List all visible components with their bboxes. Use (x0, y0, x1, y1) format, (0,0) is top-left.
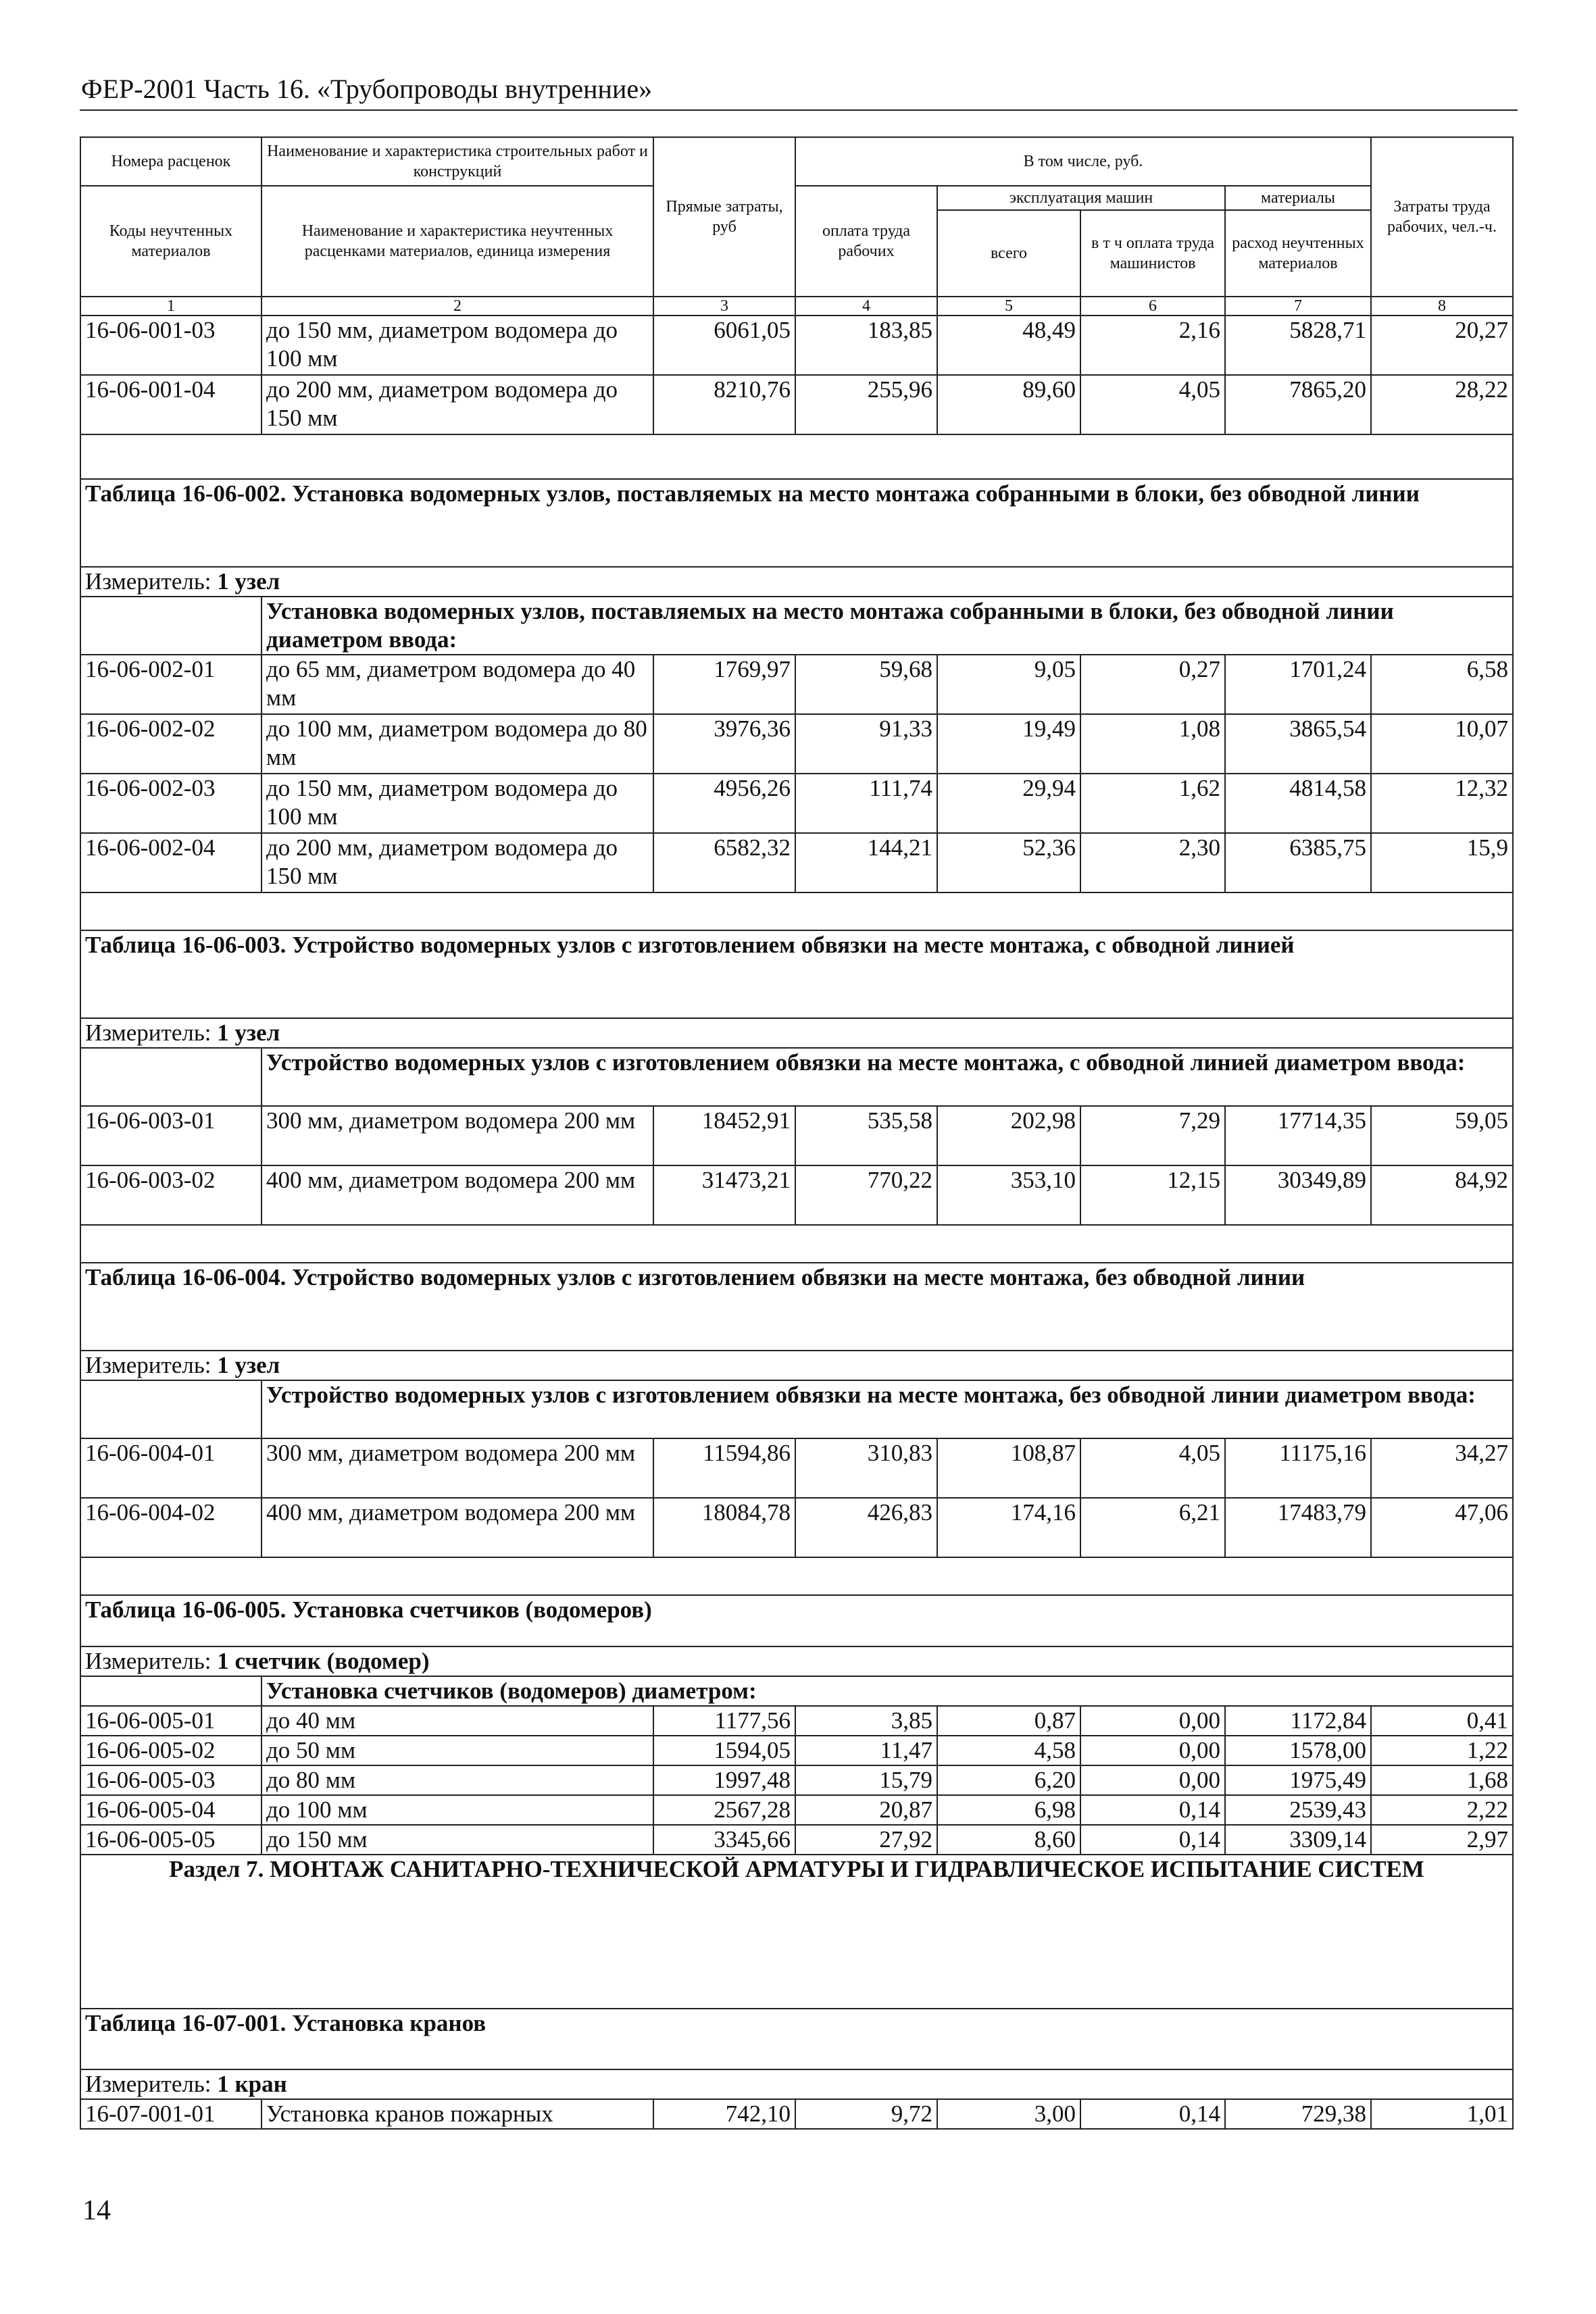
rate-code: 16-06-002-02 (80, 714, 261, 774)
meter-row (80, 2069, 1513, 2099)
table-gap (80, 1225, 1513, 1263)
labor-pay: 426,83 (795, 1498, 937, 1557)
header-number: 6 (1080, 297, 1225, 316)
meter (80, 567, 1513, 597)
meter-unit: 1 узел (217, 1352, 280, 1378)
rate-code: 16-06-004-01 (80, 1438, 261, 1498)
gap-cell (80, 1225, 1513, 1263)
materials-cost: 17714,35 (1225, 1106, 1371, 1165)
direct-cost: 6582,32 (653, 833, 795, 892)
direct-cost: 742,10 (653, 2099, 795, 2129)
group-description-row (80, 597, 1513, 655)
machines-total: 4,58 (937, 1736, 1080, 1765)
machines-total: 0,87 (937, 1706, 1080, 1736)
direct-cost: 1769,97 (653, 655, 795, 714)
table-row (80, 316, 1513, 375)
machines-total: 52,36 (937, 833, 1080, 892)
header-labor-cost: Затраты труда рабочих, чел.-ч. (1371, 137, 1513, 297)
header-group-materials: материалы (1225, 186, 1371, 210)
table-row (80, 655, 1513, 714)
section-title-row (80, 1855, 1513, 2009)
machinists-pay: 7,29 (1080, 1106, 1225, 1165)
price-table-body (80, 137, 1513, 2129)
rate-name: до 65 мм, диаметром водомера до 40 мм (261, 655, 653, 714)
meter-unit: 1 счетчик (водомер) (217, 1648, 430, 1674)
meter-label: Измеритель: (85, 1020, 211, 1046)
labor-pay: 9,72 (795, 2099, 937, 2129)
table-row (80, 1106, 1513, 1165)
table-row (80, 2099, 1513, 2129)
direct-cost: 4956,26 (653, 774, 795, 833)
labor-pay: 59,68 (795, 655, 937, 714)
meter-label: Измеритель: (85, 1352, 211, 1378)
machinists-pay: 0,14 (1080, 1825, 1225, 1855)
materials-cost: 11175,16 (1225, 1438, 1371, 1498)
table-row (80, 833, 1513, 892)
table-title-row (80, 1595, 1513, 1646)
rate-name: 400 мм, диаметром водомера 200 мм (261, 1498, 653, 1557)
table-gap (80, 1557, 1513, 1595)
materials-cost: 3309,14 (1225, 1825, 1371, 1855)
table-row (80, 1736, 1513, 1765)
rate-code: 16-06-005-02 (80, 1736, 261, 1765)
table-gap (80, 892, 1513, 930)
labor-pay: 27,92 (795, 1825, 937, 1855)
group-description: Устройство водомерных узлов с изготовлением обвязки на месте монтажа, без обводной линии диаметром ввода: (261, 1380, 1513, 1438)
rate-name: до 200 мм, диаметром водомера до 150 мм (261, 833, 653, 892)
machines-total: 29,94 (937, 774, 1080, 833)
labor-pay: 144,21 (795, 833, 937, 892)
meter (80, 1646, 1513, 1676)
header-labor-pay: оплата труда рабочих (795, 186, 937, 297)
desc-spacer (80, 1380, 261, 1438)
machinists-pay: 6,21 (1080, 1498, 1225, 1557)
machines-total: 353,10 (937, 1165, 1080, 1225)
labor-pay: 183,85 (795, 316, 937, 375)
materials-cost: 1172,84 (1225, 1706, 1371, 1736)
header-codes-bottom: Коды неучтенных материалов (80, 186, 261, 297)
table-title-row (80, 479, 1513, 567)
rate-name: до 80 мм (261, 1765, 653, 1795)
table-title-row (80, 2009, 1513, 2069)
rate-code: 16-06-004-02 (80, 1498, 261, 1557)
labor-hours: 2,22 (1371, 1795, 1513, 1825)
header-total: всего (937, 210, 1080, 297)
meter-unit: 1 узел (217, 1020, 280, 1046)
machinists-pay: 0,14 (1080, 2099, 1225, 2129)
rate-name: до 150 мм, диаметром водомера до 100 мм (261, 316, 653, 375)
meter-row (80, 1018, 1513, 1048)
materials-cost: 2539,43 (1225, 1795, 1371, 1825)
header-number: 8 (1371, 297, 1513, 316)
rate-name: 400 мм, диаметром водомера 200 мм (261, 1165, 653, 1225)
direct-cost: 31473,21 (653, 1165, 795, 1225)
table-row (80, 1706, 1513, 1736)
direct-cost: 2567,28 (653, 1795, 795, 1825)
table-row (80, 774, 1513, 833)
rate-name: Установка кранов пожарных (261, 2099, 653, 2129)
machines-total: 48,49 (937, 316, 1080, 375)
header-numbers-row (80, 297, 1513, 316)
table-row (80, 1498, 1513, 1557)
labor-hours: 2,97 (1371, 1825, 1513, 1855)
machinists-pay: 0,27 (1080, 655, 1225, 714)
machines-total: 6,20 (937, 1765, 1080, 1795)
rate-code: 16-06-001-03 (80, 316, 261, 375)
page-number: 14 (82, 2195, 111, 2226)
running-header: ФЕР-2001 Часть 16. «Трубопроводы внутренние» (81, 74, 653, 104)
machines-total: 174,16 (937, 1498, 1080, 1557)
meter-row (80, 1646, 1513, 1676)
table-row (80, 1795, 1513, 1825)
labor-hours: 0,41 (1371, 1706, 1513, 1736)
header-number: 2 (261, 297, 653, 316)
meter (80, 1018, 1513, 1048)
labor-pay: 310,83 (795, 1438, 937, 1498)
section-title: Раздел 7. МОНТАЖ САНИТАРНО-ТЕХНИЧЕСКОЙ АРМАТУРЫ И ГИДРАВЛИЧЕСКОЕ ИСПЫТАНИЕ СИСТЕМ (80, 1855, 1513, 2009)
table-title: Таблица 16-06-005. Установка счетчиков (водомеров) (80, 1595, 1513, 1646)
machines-total: 19,49 (937, 714, 1080, 774)
labor-pay: 111,74 (795, 774, 937, 833)
table-title-row (80, 1263, 1513, 1351)
materials-cost: 7865,20 (1225, 375, 1371, 434)
header-name-top: Наименование и характеристика строительных работ и конструкций (261, 137, 653, 186)
labor-pay: 3,85 (795, 1706, 937, 1736)
labor-hours: 1,68 (1371, 1765, 1513, 1795)
rate-name: до 150 мм, диаметром водомера до 100 мм (261, 774, 653, 833)
meter-unit: 1 кран (217, 2071, 287, 2097)
header-number: 1 (80, 297, 261, 316)
direct-cost: 1997,48 (653, 1765, 795, 1795)
gap-cell (80, 892, 1513, 930)
group-description: Установка водомерных узлов, поставляемых на место монтажа собранными в блоки, без обводной линии диаметром ввода: (261, 597, 1513, 655)
group-description-row (80, 1048, 1513, 1106)
labor-pay: 11,47 (795, 1736, 937, 1765)
price-table (80, 136, 1514, 2130)
direct-cost: 1177,56 (653, 1706, 795, 1736)
meter-unit: 1 узел (217, 568, 280, 595)
rate-code: 16-06-005-04 (80, 1795, 261, 1825)
machines-total: 9,05 (937, 655, 1080, 714)
rate-code: 16-06-002-01 (80, 655, 261, 714)
labor-hours: 47,06 (1371, 1498, 1513, 1557)
materials-cost: 729,38 (1225, 2099, 1371, 2129)
table-row (80, 375, 1513, 434)
header-number: 3 (653, 297, 795, 316)
labor-pay: 535,58 (795, 1106, 937, 1165)
labor-hours: 12,32 (1371, 774, 1513, 833)
machinists-pay: 1,62 (1080, 774, 1225, 833)
header-name-bottom: Наименование и характеристика неучтенных расценками материалов, единица измерения (261, 186, 653, 297)
materials-cost: 4814,58 (1225, 774, 1371, 833)
machines-total: 8,60 (937, 1825, 1080, 1855)
machinists-pay: 2,16 (1080, 316, 1225, 375)
rate-name: 300 мм, диаметром водомера 200 мм (261, 1106, 653, 1165)
table-row (80, 1825, 1513, 1855)
labor-pay: 20,87 (795, 1795, 937, 1825)
meter-label: Измеритель: (85, 1648, 211, 1674)
header-number: 7 (1225, 297, 1371, 316)
materials-cost: 30349,89 (1225, 1165, 1371, 1225)
direct-cost: 18084,78 (653, 1498, 795, 1557)
group-description-row (80, 1676, 1513, 1706)
labor-hours: 6,58 (1371, 655, 1513, 714)
labor-hours: 84,92 (1371, 1165, 1513, 1225)
group-description: Устройство водомерных узлов с изготовлением обвязки на месте монтажа, с обводной линией диаметром ввода: (261, 1048, 1513, 1106)
rate-name: до 100 мм, диаметром водомера до 80 мм (261, 714, 653, 774)
labor-hours: 1,01 (1371, 2099, 1513, 2129)
meter-row (80, 567, 1513, 597)
machinists-pay: 0,00 (1080, 1706, 1225, 1736)
materials-cost: 1975,49 (1225, 1765, 1371, 1795)
group-description: Установка счетчиков (водомеров) диаметром: (261, 1676, 1513, 1706)
machinists-pay: 1,08 (1080, 714, 1225, 774)
table-title-row (80, 930, 1513, 1018)
table-title: Таблица 16-07-001. Установка кранов (80, 2009, 1513, 2069)
labor-pay: 91,33 (795, 714, 937, 774)
rate-code: 16-06-005-03 (80, 1765, 261, 1795)
labor-hours: 15,9 (1371, 833, 1513, 892)
header-codes-top: Номера расценок (80, 137, 261, 186)
machines-total: 108,87 (937, 1438, 1080, 1498)
labor-hours: 28,22 (1371, 375, 1513, 434)
table-gap (80, 434, 1513, 479)
rate-code: 16-06-005-05 (80, 1825, 261, 1855)
rate-code: 16-06-003-02 (80, 1165, 261, 1225)
header-number: 4 (795, 297, 937, 316)
direct-cost: 11594,86 (653, 1438, 795, 1498)
rate-code: 16-06-002-03 (80, 774, 261, 833)
meter-row (80, 1351, 1513, 1380)
direct-cost: 18452,91 (653, 1106, 795, 1165)
gap-cell (80, 434, 1513, 479)
labor-hours: 10,07 (1371, 714, 1513, 774)
table-title: Таблица 16-06-004. Устройство водомерных узлов с изготовлением обвязки на месте монтажа, без обводной линии (80, 1263, 1513, 1351)
header-group-machines: эксплуатация машин (937, 186, 1225, 210)
table-title: Таблица 16-06-002. Установка водомерных узлов, поставляемых на место монтажа собранными в блоки, без обводной линии (80, 479, 1513, 567)
table-row (80, 1165, 1513, 1225)
rate-code: 16-06-005-01 (80, 1706, 261, 1736)
rate-name: до 150 мм (261, 1825, 653, 1855)
rate-name: 300 мм, диаметром водомера 200 мм (261, 1438, 653, 1498)
header-incl-machinists: в т ч оплата труда машинистов (1080, 210, 1225, 297)
rate-name: до 50 мм (261, 1736, 653, 1765)
meter (80, 2069, 1513, 2099)
labor-hours: 1,22 (1371, 1736, 1513, 1765)
gap-cell (80, 1557, 1513, 1595)
machines-total: 202,98 (937, 1106, 1080, 1165)
table-row (80, 1438, 1513, 1498)
header-unaccounted: расход неучтенных материалов (1225, 210, 1371, 297)
desc-spacer (80, 597, 261, 655)
machinists-pay: 2,30 (1080, 833, 1225, 892)
rate-code: 16-06-002-04 (80, 833, 261, 892)
materials-cost: 1701,24 (1225, 655, 1371, 714)
labor-pay: 15,79 (795, 1765, 937, 1795)
meter-label: Измеритель: (85, 2071, 211, 2097)
labor-pay: 255,96 (795, 375, 937, 434)
direct-cost: 3976,36 (653, 714, 795, 774)
header-group-incl: В том числе, руб. (795, 137, 1371, 186)
machinists-pay: 4,05 (1080, 1438, 1225, 1498)
direct-cost: 1594,05 (653, 1736, 795, 1765)
machinists-pay: 0,14 (1080, 1795, 1225, 1825)
materials-cost: 17483,79 (1225, 1498, 1371, 1557)
machinists-pay: 4,05 (1080, 375, 1225, 434)
labor-hours: 20,27 (1371, 316, 1513, 375)
rate-code: 16-06-001-04 (80, 375, 261, 434)
header-rule (80, 109, 1518, 111)
direct-cost: 8210,76 (653, 375, 795, 434)
header-direct: Прямые затраты, руб (653, 137, 795, 297)
labor-hours: 59,05 (1371, 1106, 1513, 1165)
rate-code: 16-06-003-01 (80, 1106, 261, 1165)
rate-name: до 100 мм (261, 1795, 653, 1825)
meter-label: Измеритель: (85, 568, 211, 595)
direct-cost: 6061,05 (653, 316, 795, 375)
machinists-pay: 0,00 (1080, 1736, 1225, 1765)
rate-name: до 200 мм, диаметром водомера до 150 мм (261, 375, 653, 434)
machinists-pay: 0,00 (1080, 1765, 1225, 1795)
machines-total: 3,00 (937, 2099, 1080, 2129)
table-row (80, 1765, 1513, 1795)
header-row-2 (80, 186, 1513, 210)
rate-code: 16-07-001-01 (80, 2099, 261, 2129)
header-number: 5 (937, 297, 1080, 316)
header-row-1 (80, 137, 1513, 186)
materials-cost: 3865,54 (1225, 714, 1371, 774)
direct-cost: 3345,66 (653, 1825, 795, 1855)
desc-spacer (80, 1676, 261, 1706)
group-description-row (80, 1380, 1513, 1438)
table-row (80, 714, 1513, 774)
labor-pay: 770,22 (795, 1165, 937, 1225)
desc-spacer (80, 1048, 261, 1106)
materials-cost: 1578,00 (1225, 1736, 1371, 1765)
rate-name: до 40 мм (261, 1706, 653, 1736)
meter (80, 1351, 1513, 1380)
machines-total: 6,98 (937, 1795, 1080, 1825)
table-title: Таблица 16-06-003. Устройство водомерных узлов с изготовлением обвязки на месте монтажа, с обводной линией (80, 930, 1513, 1018)
materials-cost: 5828,71 (1225, 316, 1371, 375)
machinists-pay: 12,15 (1080, 1165, 1225, 1225)
machines-total: 89,60 (937, 375, 1080, 434)
labor-hours: 34,27 (1371, 1438, 1513, 1498)
materials-cost: 6385,75 (1225, 833, 1371, 892)
